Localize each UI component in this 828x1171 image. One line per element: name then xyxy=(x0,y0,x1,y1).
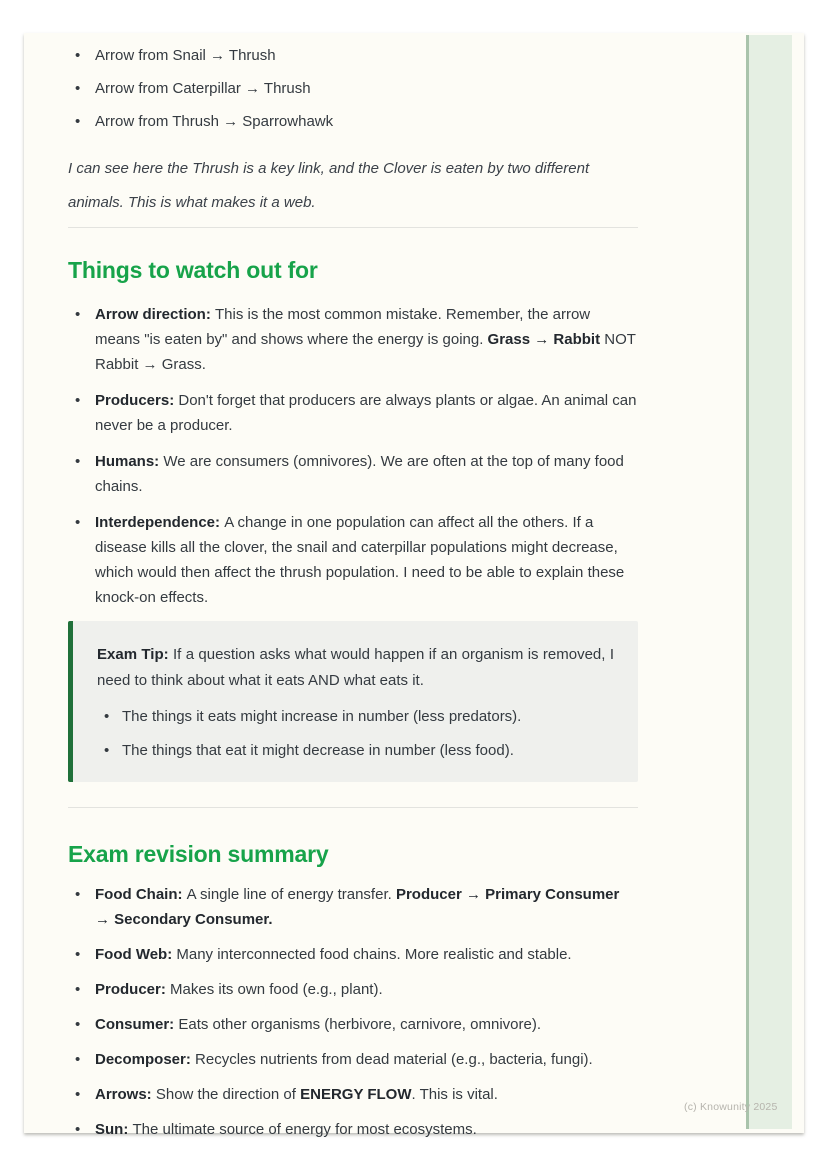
document-page xyxy=(24,33,804,1138)
list-item xyxy=(68,510,638,610)
list-item: • The things it eats might increase in number (less predators). xyxy=(97,704,614,729)
text-segment: Many interconnected food chains. More realistic and stable. xyxy=(176,946,572,963)
text-segment: We are consumers (omnivores). We are often at the top of many food chains. xyxy=(95,453,624,495)
list-item xyxy=(68,1012,638,1037)
text-segment: Eats other organisms (herbivore, carnivore, omnivore). xyxy=(178,1016,541,1033)
revision-summary-list xyxy=(68,882,638,1142)
list-item: • Arrow from Snail → Thrush xyxy=(68,43,638,68)
list-item xyxy=(68,882,638,932)
bold-text-segment: Arrows: xyxy=(95,1086,156,1103)
bold-text-segment: Exam Tip: xyxy=(97,646,173,663)
bold-text-segment: Interdependence: xyxy=(95,514,225,531)
bold-text-segment: Humans: xyxy=(95,453,164,470)
section-divider-2 xyxy=(68,807,638,808)
exam-tip-callout xyxy=(68,621,638,782)
list-item xyxy=(68,302,638,377)
list-item xyxy=(68,1117,638,1142)
bold-text-segment: Food Chain: xyxy=(95,886,187,903)
page-content xyxy=(68,33,638,1152)
text-segment: . This is vital. xyxy=(411,1086,498,1103)
section-divider xyxy=(68,227,638,228)
watch-out-list xyxy=(68,302,638,610)
section-title-summary: Exam revision summary xyxy=(68,841,329,867)
text-segment: Recycles nutrients from dead material (e.g., bacteria, fungi). xyxy=(195,1051,593,1068)
bold-text-segment: Arrow direction: xyxy=(95,306,216,323)
text-segment: If a question asks what would happen if an organism is removed, I need to think about what it eats AND what eats it. xyxy=(97,646,614,689)
text-segment: Makes its own food (e.g., plant). xyxy=(170,981,383,998)
text-segment: NOT Rabbit → Grass. xyxy=(95,331,636,373)
copyright-watermark: (c) Knowunity 2025 xyxy=(684,1101,778,1113)
bold-text-segment: Grass → Rabbit xyxy=(487,331,601,348)
bold-text-segment: Producer: xyxy=(95,981,171,998)
text-segment: Don't forget that producers are always plants or algae. An animal can never be a producer. xyxy=(95,392,637,434)
text-segment: A single line of energy transfer. xyxy=(186,886,396,903)
arrow-connections-list xyxy=(68,43,638,134)
page-accent-strip xyxy=(746,35,792,1129)
list-item: • Arrow from Thrush → Sparrowhawk xyxy=(68,109,638,134)
list-item xyxy=(68,1082,638,1107)
list-item: • Arrow from Caterpillar → Thrush xyxy=(68,76,638,101)
text-segment: A change in one population can affect all the others. If a disease kills all the clover, the snail and caterpillar populations might decrease, which would then affect the thrush population. I need to be able to explain these knock-on effects. xyxy=(95,514,625,606)
bold-text-segment: Sun: xyxy=(95,1121,133,1138)
list-item xyxy=(68,388,638,438)
text-segment: This is the most common mistake. Remember, the arrow means "is eaten by" and shows where the energy is going. xyxy=(95,306,591,348)
exam-tip-list xyxy=(97,704,614,763)
bold-text-segment: Decomposer: xyxy=(95,1051,196,1068)
observation-note: I can see here the Thrush is a key link, and the Clover is eaten by two different animals. This is what makes it a web. xyxy=(68,160,590,211)
exam-tip-lead xyxy=(97,642,614,694)
text-segment: Show the direction of xyxy=(155,1086,301,1103)
bold-text-segment: ENERGY FLOW xyxy=(300,1086,412,1103)
bold-text-segment: Food Web: xyxy=(95,946,177,963)
section-title-watch-out: Things to watch out for xyxy=(68,257,318,283)
list-item xyxy=(68,1047,638,1072)
list-item xyxy=(68,942,638,967)
list-item xyxy=(68,449,638,499)
bold-text-segment: Producer → Primary Consumer → Secondary Consumer. xyxy=(95,886,620,928)
bold-text-segment: Producers: xyxy=(95,392,179,409)
list-item xyxy=(68,977,638,1002)
text-segment: The ultimate source of energy for most ecosystems. xyxy=(132,1121,477,1138)
list-item: • The things that eat it might decrease in number (less food). xyxy=(97,738,614,763)
bold-text-segment: Consumer: xyxy=(95,1016,179,1033)
